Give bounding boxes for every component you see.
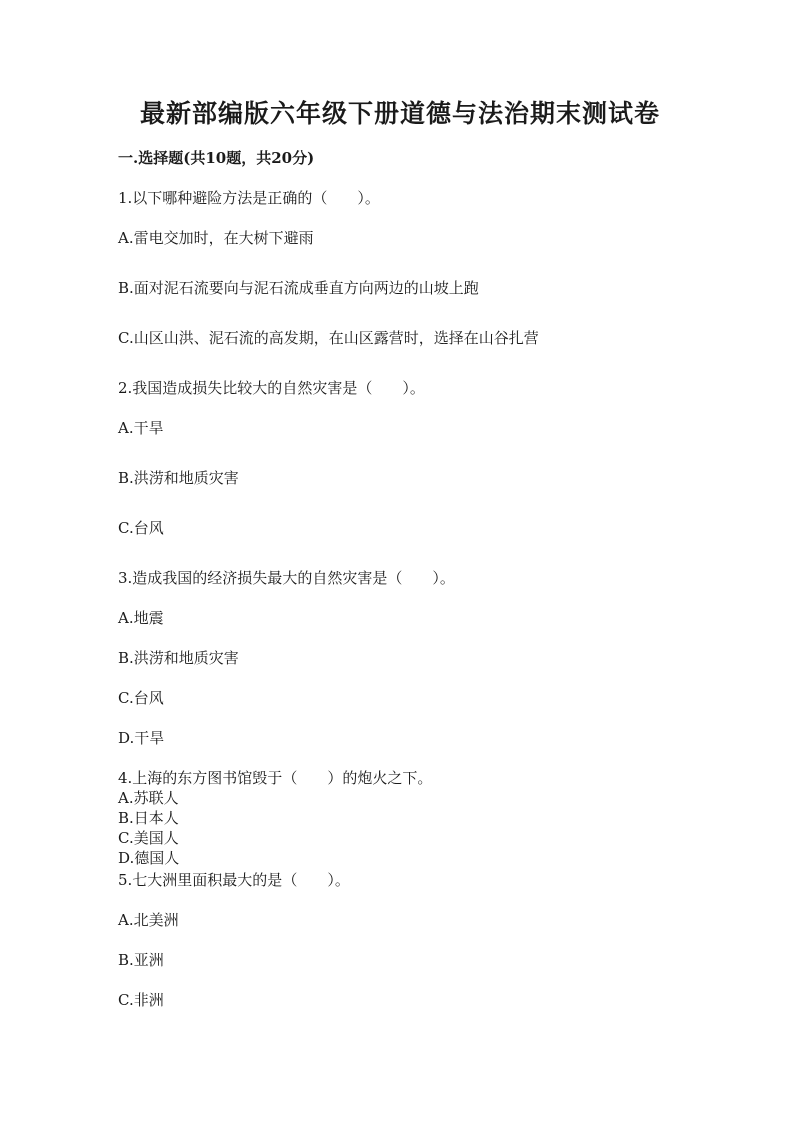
question-1-stem: 1.以下哪种避险方法是正确的（ ）。 — [118, 189, 380, 207]
question-3-option-d: D.干旱 — [118, 729, 165, 747]
question-5-option-b: B.亚洲 — [118, 951, 164, 969]
question-4-option-c: C.美国人 — [118, 829, 179, 847]
question-5-option-a: A.北美洲 — [118, 911, 179, 929]
question-1-option-b: B.面对泥石流要向与泥石流成垂直方向两边的山坡上跑 — [118, 279, 479, 297]
page-title: 最新部编版六年级下册道德与法治期末测试卷 — [139, 99, 660, 128]
question-3-stem: 3.造成我国的经济损失最大的自然灾害是（ ）。 — [118, 569, 455, 587]
question-4-option-b: B.日本人 — [118, 809, 179, 827]
question-4-option-d: D.德国人 — [118, 849, 180, 867]
question-2-option-c: C.台风 — [118, 519, 164, 537]
question-2-option-a: A.干旱 — [118, 419, 164, 437]
question-5-option-c: C.非洲 — [118, 991, 164, 1009]
question-2-option-b: B.洪涝和地质灾害 — [118, 469, 239, 487]
question-2-stem: 2.我国造成损失比较大的自然灾害是（ ）。 — [118, 379, 425, 397]
question-4-stem: 4.上海的东方图书馆毁于（ ）的炮火之下。 — [118, 769, 433, 787]
question-3-option-b: B.洪涝和地质灾害 — [118, 649, 239, 667]
question-3-option-c: C.台风 — [118, 689, 164, 707]
question-4-option-a: A.苏联人 — [118, 789, 179, 807]
question-3-option-a: A.地震 — [118, 609, 164, 627]
question-1-option-a: A.雷电交加时，在大树下避雨 — [118, 229, 314, 247]
section-heading: 一.选择题(共10题，共20分) — [118, 149, 315, 167]
question-5-stem: 5.七大洲里面积最大的是（ ）。 — [118, 871, 350, 889]
question-1-option-c: C.山区山洪、泥石流的高发期，在山区露营时，选择在山谷扎营 — [118, 329, 539, 347]
